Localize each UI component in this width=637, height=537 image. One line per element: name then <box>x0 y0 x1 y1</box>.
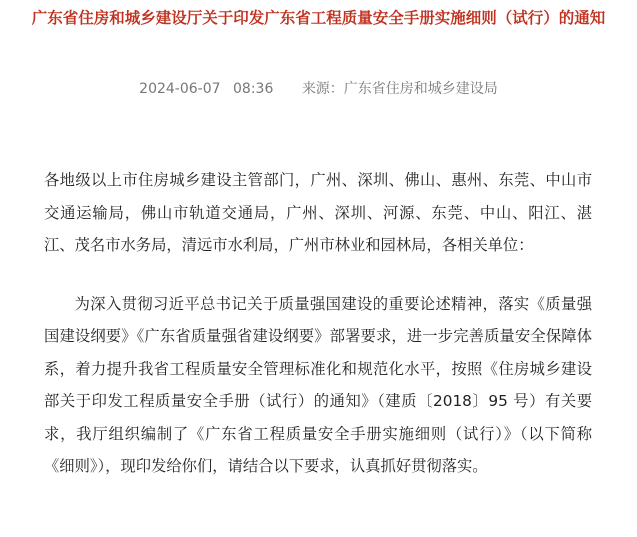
body-paragraph: 为深入贯彻习近平总书记关于质量强国建设的重要论述精神，落实《质量强国建设纲要》《广东省质量强省建设纲要》部署要求，进一步完善质量安全保障体系，着力提升我省工程质量安全管理标准化和规范化水平，按照《住房城乡建设部关于印发工程质量安全手册（试行）的通知》（建质〔2018〕95 号）有关要求，我厅组织编制了《广东省工程质量安全手册实施细则（试行）》（以下简称《细则》），现印发给你们，请结合以下要求，认真抓好贯彻落实。 <box>44 294 592 475</box>
publish-date: 2024-06-07 <box>139 81 221 97</box>
article-meta <box>0 80 637 98</box>
article-body <box>44 164 592 483</box>
addressee-paragraph: 各地级以上市住房城乡建设主管部门，广州、深圳、佛山、惠州、东莞、中山市交通运输局，佛山市轨道交通局，广州、深圳、河源、东莞、中山、阳江、湛江、茂名市水务局，清远市水利局，广州市林业和园林局，各相关单位： <box>44 171 592 254</box>
article-title: 广东省住房和城乡建设厅关于印发广东省工程质量安全手册实施细则（试行）的通知 <box>31 9 606 27</box>
publish-time: 08:36 <box>233 81 274 97</box>
article-source: 来源：广东省住房和城乡建设局 <box>301 81 498 97</box>
